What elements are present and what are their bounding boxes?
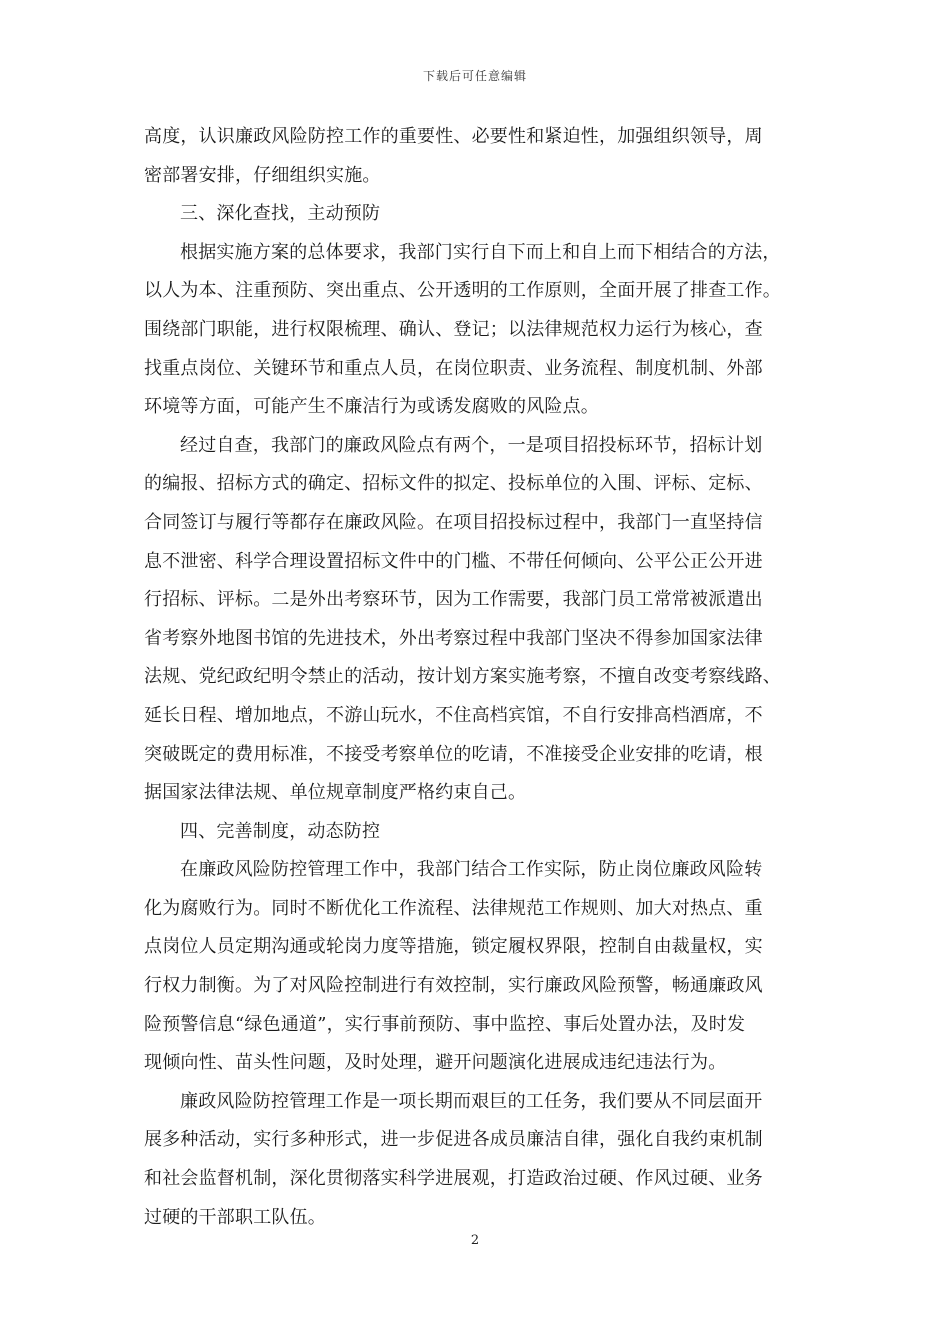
text-line: 根据实施方案的总体要求，我部门实行自下而上和自上而下相结合的方法， xyxy=(180,241,781,263)
text-line: 行权力制衡。为了对风险控制进行有效控制，实行廉政风险预警，畅通廉政风 xyxy=(144,975,763,997)
page-header: 下载后可任意编辑 xyxy=(422,69,527,83)
text-line: 高度，认识廉政风险防控工作的重要性、必要性和紧迫性，加强组织领导，周 xyxy=(144,126,763,147)
text-line: 险预警信息“绿色通道”，实行事前预防、事中监控、事后处置办法，及时发 xyxy=(144,1013,746,1035)
text-line: 点岗位人员定期沟通或轮岗力度等措施，锁定履权界限，控制自由裁量权，实 xyxy=(144,936,763,958)
text-line: 在廉政风险防控管理工作中，我部门结合工作实际，防止岗位廉政风险转 xyxy=(180,859,763,881)
text-line: 围绕部门职能，进行权限梳理、确认、登记；以法律规范权力运行为核心，查 xyxy=(144,318,763,340)
text-line: 的编报、招标方式的确定、招标文件的拟定、投标单位的入围、评标、定标、 xyxy=(144,473,763,495)
text-line: 现倾向性、苗头性问题，及时处理，避开问题演化进展成违纪违法行为。 xyxy=(144,1052,727,1074)
text-line: 过硬的干部职工队伍。 xyxy=(144,1206,326,1228)
text-line: 行招标、评标。二是外出考察环节，因为工作需要，我部门员工常常被派遣出 xyxy=(144,589,763,611)
text-line: 以人为本、注重预防、突出重点、公开透明的工作原则，全面开展了排查工作。 xyxy=(144,280,781,302)
text-line: 化为腐败行为。同时不断优化工作流程、法律规范工作规则、加大对热点、重 xyxy=(144,897,763,919)
text-line: 据国家法律法规、单位规章制度严格约束自己。 xyxy=(144,782,527,804)
text-line: 找重点岗位、关键环节和重点人员，在岗位职责、业务流程、制度机制、外部 xyxy=(144,357,763,379)
text-line: 四、完善制度，动态防控 xyxy=(180,820,381,842)
text-line: 展多种活动，实行多种形式，进一步促进各成员廉洁自律，强化自我约束机制 xyxy=(144,1129,763,1151)
text-line: 法规、党纪政纪明令禁止的活动，按计划方案实施考察，不擅自改变考察线路、 xyxy=(144,666,781,688)
text-line: 息不泄密、科学合理设置招标文件中的门槛、不带任何倾向、公平公正公开进 xyxy=(144,550,763,572)
page-number: 2 xyxy=(470,1233,480,1248)
text-line: 三、深化查找，主动预防 xyxy=(180,203,381,225)
text-line: 廉政风险防控管理工作是一项长期而艰巨的工任务，我们要从不同层面开 xyxy=(180,1090,763,1112)
text-line: 延长日程、增加地点，不游山玩水，不住高档宾馆，不自行安排高档酒席，不 xyxy=(144,704,763,726)
text-line: 密部署安排，仔细组织实施。 xyxy=(144,164,381,186)
text-line: 环境等方面，可能产生不廉洁行为或诱发腐败的风险点。 xyxy=(144,396,599,418)
text-line: 省考察外地图书馆的先进技术，外出考察过程中我部门坚决不得参加国家法律 xyxy=(144,627,763,649)
text-line: 突破既定的费用标准，不接受考察单位的吃请，不准接受企业安排的吃请，根 xyxy=(144,743,763,765)
text-line: 和社会监督机制，深化贯彻落实科学进展观，打造政治过硬、作风过硬、业务 xyxy=(144,1168,763,1190)
document-body xyxy=(144,118,812,1237)
text-line: 经过自查，我部门的廉政风险点有两个，一是项目招投标环节，招标计划 xyxy=(180,434,763,456)
text-line: 合同签订与履行等都存在廉政风险。在项目招投标过程中，我部门一直坚持信 xyxy=(144,511,763,533)
